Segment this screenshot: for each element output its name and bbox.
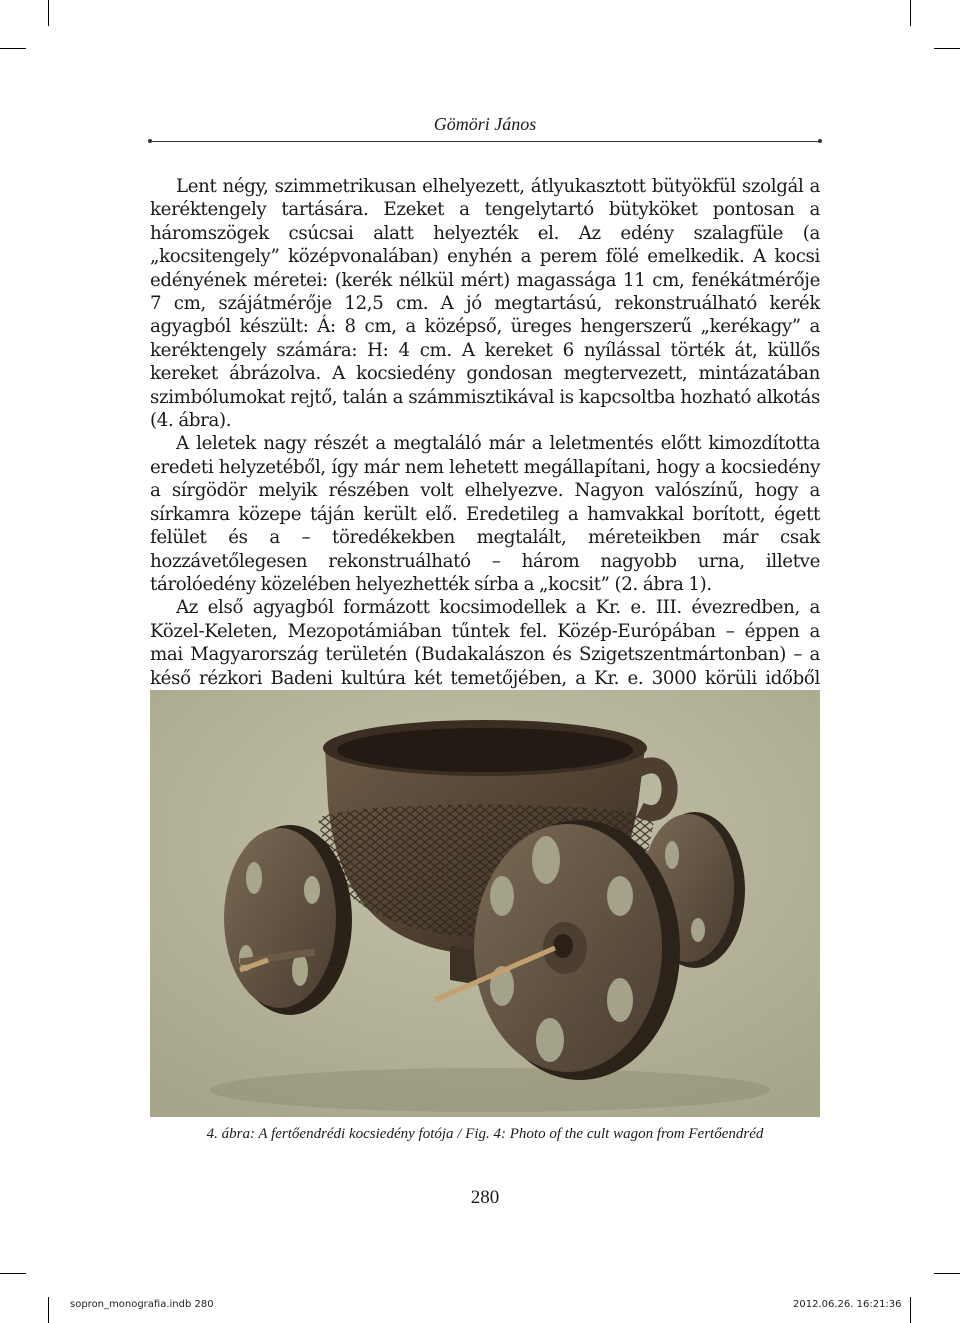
paragraph: Az első agyagból formázott kocsimodellek a Kr. e. III. évezredben, a Közel-Keleten, Mezopotámiában tűntek fel. Közép-Európában – éppen a mai Magyarország területén (Budakalászon és Szigetszentmártonban) – a késő rézkori Badeni kultúra két temetőjében, a Kr. e. 3000 körüli időből	[150, 597, 820, 689]
cult-wagon-photo	[150, 690, 820, 1117]
figure-photo	[150, 690, 820, 1117]
page-number: 280	[470, 1187, 500, 1208]
paragraph: A leletek nagy részét a megtaláló már a leletmentés előtt kimozdította eredeti helyzetéből, így már nem lehetett megállapítani, hogy a kocsiedény a sírgödör melyik részében volt elhelyezve. Nagyon valószínű, hogy a sírkamra közepe táján került elő. Eredetileg a hamvakkal borított, égett felület és a – töredékekben megtalált, méreteikben már csak hozzávetőlegesen rekonstruálható – három nagyobb urna, illetve tárolóedény közelében helyezhették sírba a „kocsit” (2. ábra 1).	[150, 433, 820, 595]
crop-mark	[910, 1297, 911, 1323]
crop-mark	[48, 1297, 49, 1323]
slug-timestamp: 2012.06.26. 16:21:36	[793, 1299, 902, 1310]
figure-caption: 4. ábra: A fertőendrédi kocsiedény fotója / Fig. 4: Photo of the cult wagon from Fertőendréd	[206, 1126, 764, 1142]
rule-dot	[818, 139, 822, 143]
crop-mark	[0, 1273, 26, 1274]
header-rule	[150, 141, 820, 142]
slug-file: sopron_monografia.indb 280	[70, 1299, 214, 1310]
crop-mark	[0, 48, 26, 49]
body-text	[150, 175, 820, 713]
crop-mark	[910, 0, 911, 26]
crop-mark	[934, 48, 960, 49]
crop-mark	[934, 1273, 960, 1274]
rule-dot	[148, 139, 152, 143]
paragraph: Lent négy, szimmetrikusan elhelyezett, átlyukasztott bütyökfül szolgál a keréktengely tartására. Ezeket a tengelytartó bütyköket pontosan a háromszögek csúcsai alatt helyezték el. Az edény szalagfüle (a „kocsitengely” középvonalában) enyhén a perem fölé emelkedik. A kocsi edényének méretei: (kerék nélkül mért) magassága 11 cm, fenékátmérője 7 cm, szájátmérője 12,5 cm. A jó megtartású, rekonstruálható kerék agyagból készült: Á: 8 cm, a középső, üreges hengerszerű „kerékagy” a keréktengely számára: H: 4 cm. A kereket 6 nyílással törték át, küllős kereket ábrázolva. A kocsiedény gondosan megtervezett, mintázatában szimbólumokat rejtő, talán a számmisztikával is kapcsoltba hozható alkotás (4. ábra).	[150, 176, 820, 432]
running-header: Gömöri János	[433, 114, 537, 134]
crop-mark	[48, 0, 49, 26]
